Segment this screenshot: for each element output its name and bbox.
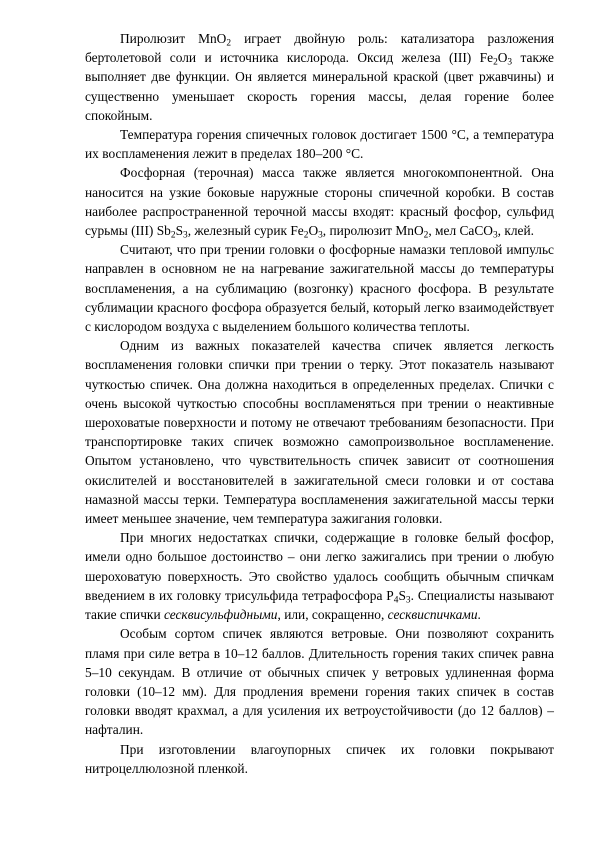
text-run: , клей.	[497, 223, 534, 239]
paragraph	[85, 336, 554, 528]
text-run: , железный сурик Fe	[187, 223, 304, 239]
subscript: 3	[318, 230, 323, 241]
text-run: . Специалисты называют такие спички	[85, 587, 554, 623]
text-run: Особым сортом спичек являются ветровые. Они позволяют сохранить пламя при силе ветра в 10–12 баллов. Длительность горения таких спичек равна 5–10 секундам. В отличие от обычных спичек у ветровых удлиненная форма головки (10–12 мм). Для продления времени горения таких спичек в состав головки вводят крахмал, а для усиления их ветроустойчивости (до 12 баллов) – нафталин.	[85, 626, 554, 738]
subscript: 3	[507, 57, 513, 68]
subscript: 3	[183, 230, 188, 241]
paragraph	[85, 240, 554, 336]
paragraph	[85, 125, 554, 163]
text-run: .	[477, 607, 481, 623]
text-run: Температура горения спичечных головок достигает 1500 °С, а температура их воспламенения лежит в пределах 180–200 °С.	[85, 127, 554, 162]
text-run: играет двойную роль: катализатора разложения бертолетовой соли и источника кислорода. Оксид железа (III) Fe	[85, 31, 554, 66]
subscript: 2	[170, 230, 176, 241]
subscript: 2	[493, 57, 498, 68]
text-run: При изготовлении влагоупорных спичек их головки покрывают нитроцеллюлозной пленкой.	[85, 741, 554, 776]
subscript: 4	[393, 595, 399, 606]
text-run: Считают, что при трении головки о фосфорные намазки тепловой импульс направлен в основном не на нагревание зажигательной массы до температуры воспламенения, а на сублимацию (возгонку) красного фосфора. В результате сублимации красного фосфора образуется белый, который легко взаимодействует с кислородом воздуха с выделением большого количества теплоты.	[85, 242, 554, 335]
text-run: Фосфорная (терочная) масса также является многокомпонентной. Она наносится на узкие боковые наружные стороны спичечной коробки. В состав наиболее распространенной терочной массы входят: красный фосфор, сульфид сурьмы (III) Sb	[85, 165, 554, 239]
italic-term: сесквиспичками	[387, 607, 478, 623]
paragraph	[85, 740, 554, 778]
subscript: 2	[423, 230, 429, 241]
text-run: При многих недостатках спички, содержащие в головке белый фосфор, имели одно большое достоинство – они легко зажигались при трении о любую шероховатую поверхность. Это свойство удалось сообщить обычным спичкам введением в их головку трисульфида тетрафосфора P	[85, 530, 554, 603]
paragraph	[85, 29, 554, 125]
paragraph	[85, 528, 554, 624]
subscript: 3	[492, 230, 498, 241]
text-run: O	[308, 223, 319, 239]
subscript: 3	[405, 595, 411, 606]
text-run: S	[398, 587, 406, 603]
subscript: 2	[226, 38, 232, 49]
text-run: Одним из важных показателей качества спичек является легкость воспламенения головки спички при трении о терку. Этот показатель называют чуткостью спичек. Она должна находиться в определенных пределах. Спички с очень высокой чуткостью способны воспламеняться при трении о неактивные шероховатые поверхности и потому не отвечают требованиям безопасности. При транспортировке таких спичек возможно самопроизвольное воспламенение. Опытом установлено, что чувствительность спичек зависит от соотношения окислителей и восстановителей в зажигательной смеси головки и от состава намазной массы терки. Температура воспламенения зажигательной массы терки имеет меньшее значение, чем температура зажигания головки.	[85, 338, 554, 527]
text-run: O	[497, 50, 508, 66]
document-body	[85, 29, 554, 778]
paragraph	[85, 624, 554, 739]
text-run: , пиролюзит MnO	[322, 223, 424, 239]
italic-term: сесквисульфидными	[163, 607, 278, 623]
text-run: Пиролюзит MnO	[120, 31, 227, 46]
subscript: 2	[303, 230, 309, 241]
paragraph	[85, 163, 554, 240]
text-run: , или, сокращенно,	[277, 607, 388, 623]
text-run: , мел CaCO	[428, 223, 493, 239]
text-run: также выполняет две функции. Он является минеральной краской (цвет ржавчины) и существенно уменьшает скорость горения массы, делая горение более спокойным.	[85, 50, 554, 123]
text-run: S	[175, 223, 184, 239]
